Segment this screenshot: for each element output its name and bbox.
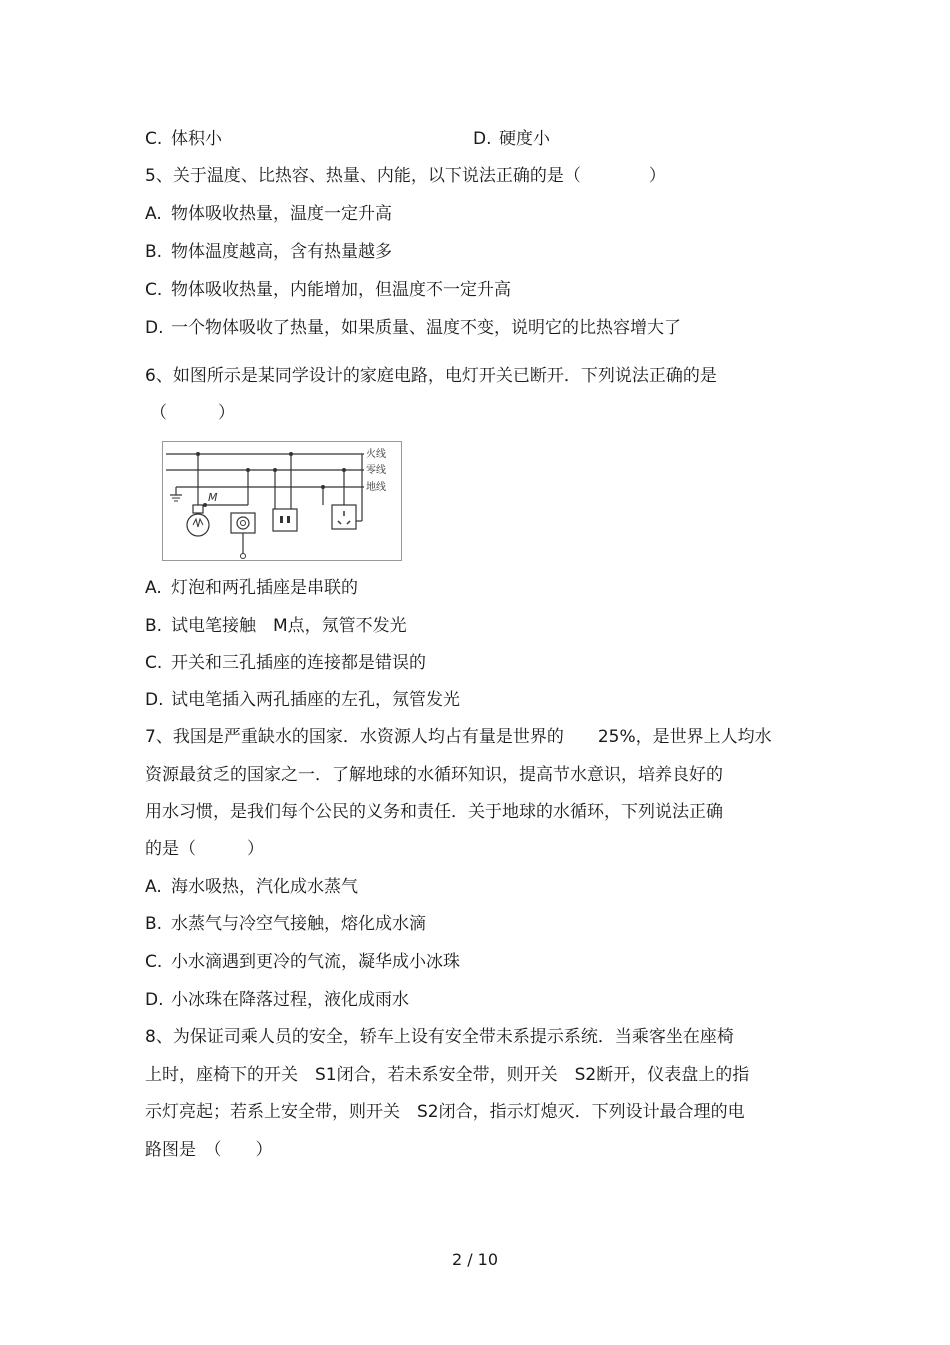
option-label: B. bbox=[145, 616, 163, 636]
q6-option-a bbox=[145, 573, 358, 598]
q6-stem: 6、如图所示是某同学设计的家庭电路，电灯开关已断开．下列说法正确的是 bbox=[145, 366, 717, 386]
q5-stem: 5、关于温度、比热容、热量、内能，以下说法正确的是（ ） bbox=[145, 166, 666, 186]
option-label: A. bbox=[145, 877, 162, 897]
option-text: 硬度小 bbox=[499, 129, 550, 149]
q6-option-d bbox=[145, 685, 460, 710]
option-label: C. bbox=[145, 653, 163, 673]
page-number: 2 / 10 bbox=[451, 1250, 499, 1269]
option-text: 物体吸收热量，内能增加，但温度不一定升高 bbox=[171, 280, 511, 300]
option-label: D. bbox=[145, 318, 164, 338]
household-circuit-diagram bbox=[162, 441, 402, 561]
q8-stem-line: 示灯亮起；若系上安全带，则开关 S2闭合，指示灯熄灭．下列设计最合理的电 bbox=[145, 1102, 745, 1122]
three-hole-socket bbox=[332, 505, 356, 529]
option-text: 开关和三孔插座的连接都是错误的 bbox=[171, 653, 426, 673]
option-text: 物体温度越高，含有热量越多 bbox=[171, 242, 392, 262]
option-text: 海水吸热，汽化成水蒸气 bbox=[171, 877, 358, 897]
neutral-wire-label: 零线 bbox=[366, 465, 386, 476]
option-label: D. bbox=[145, 690, 164, 710]
q7-stem-line: 的是（ ） bbox=[145, 839, 264, 859]
ground-wire-label: 地线 bbox=[366, 482, 386, 493]
option-text: 体积小 bbox=[171, 129, 222, 149]
q6-option-c bbox=[145, 648, 426, 673]
option-text: 灯泡和两孔插座是串联的 bbox=[171, 578, 358, 598]
q5-option-d bbox=[145, 313, 681, 338]
q7-stem-line: 用水习惯，是我们每个公民的义务和责任．关于地球的水循环，下列说法正确 bbox=[145, 802, 723, 822]
switch-box bbox=[231, 513, 255, 533]
q7-stem-line: 资源最贫乏的国家之一．了解地球的水循环知识，提高节水意识，培养良好的 bbox=[145, 765, 723, 785]
option-label: A. bbox=[145, 204, 162, 224]
option-text: 一个物体吸收了热量，如果质量、温度不变，说明它的比热容增大了 bbox=[171, 318, 681, 338]
q4-option-c bbox=[145, 124, 222, 149]
option-label: A. bbox=[145, 578, 162, 598]
point-m-label: M bbox=[208, 491, 218, 504]
q6-stem-bracket: （ ） bbox=[150, 403, 235, 423]
two-hole-socket bbox=[273, 509, 297, 531]
q7-option-a bbox=[145, 872, 358, 897]
option-label: C. bbox=[145, 129, 163, 149]
q7-option-b bbox=[145, 909, 426, 934]
option-text: 物体吸收热量，温度一定升高 bbox=[171, 204, 392, 224]
q8-stem-line: 8、为保证司乘人员的安全，轿车上设有安全带未系提示系统．当乘客坐在座椅 bbox=[145, 1027, 734, 1047]
option-label: D. bbox=[145, 990, 164, 1010]
option-label: B. bbox=[145, 242, 163, 262]
option-label: C. bbox=[145, 280, 163, 300]
q8-stem-line: 上时，座椅下的开关 S1闭合，若未系安全带，则开关 S2断开，仪表盘上的指 bbox=[145, 1065, 750, 1085]
q5-option-c bbox=[145, 275, 511, 300]
option-label: D. bbox=[473, 129, 492, 149]
q6-option-b bbox=[145, 611, 407, 636]
q5-option-b bbox=[145, 237, 392, 262]
option-text: 水蒸气与冷空气接触，熔化成水滴 bbox=[171, 914, 426, 934]
q7-option-c bbox=[145, 947, 460, 972]
option-text: 试电笔接触 M点，氖管不发光 bbox=[171, 616, 407, 636]
q7-stem-line: 7、我国是严重缺水的国家．水资源人均占有量是世界的 25%，是世界上人均水 bbox=[145, 727, 772, 747]
q7-option-d bbox=[145, 985, 409, 1010]
q5-option-a bbox=[145, 199, 392, 224]
q8-stem-line: 路图是 （ ） bbox=[145, 1140, 273, 1160]
option-label: C. bbox=[145, 952, 163, 972]
option-text: 小水滴遇到更冷的气流，凝华成小冰珠 bbox=[171, 952, 460, 972]
lamp-holder bbox=[193, 505, 203, 513]
option-text: 试电笔插入两孔插座的左孔，氖管发光 bbox=[171, 690, 460, 710]
live-wire-label: 火线 bbox=[366, 449, 386, 460]
option-text: 小冰珠在降落过程，液化成雨水 bbox=[171, 990, 409, 1010]
option-label: B. bbox=[145, 914, 163, 934]
q4-option-d bbox=[473, 124, 550, 149]
